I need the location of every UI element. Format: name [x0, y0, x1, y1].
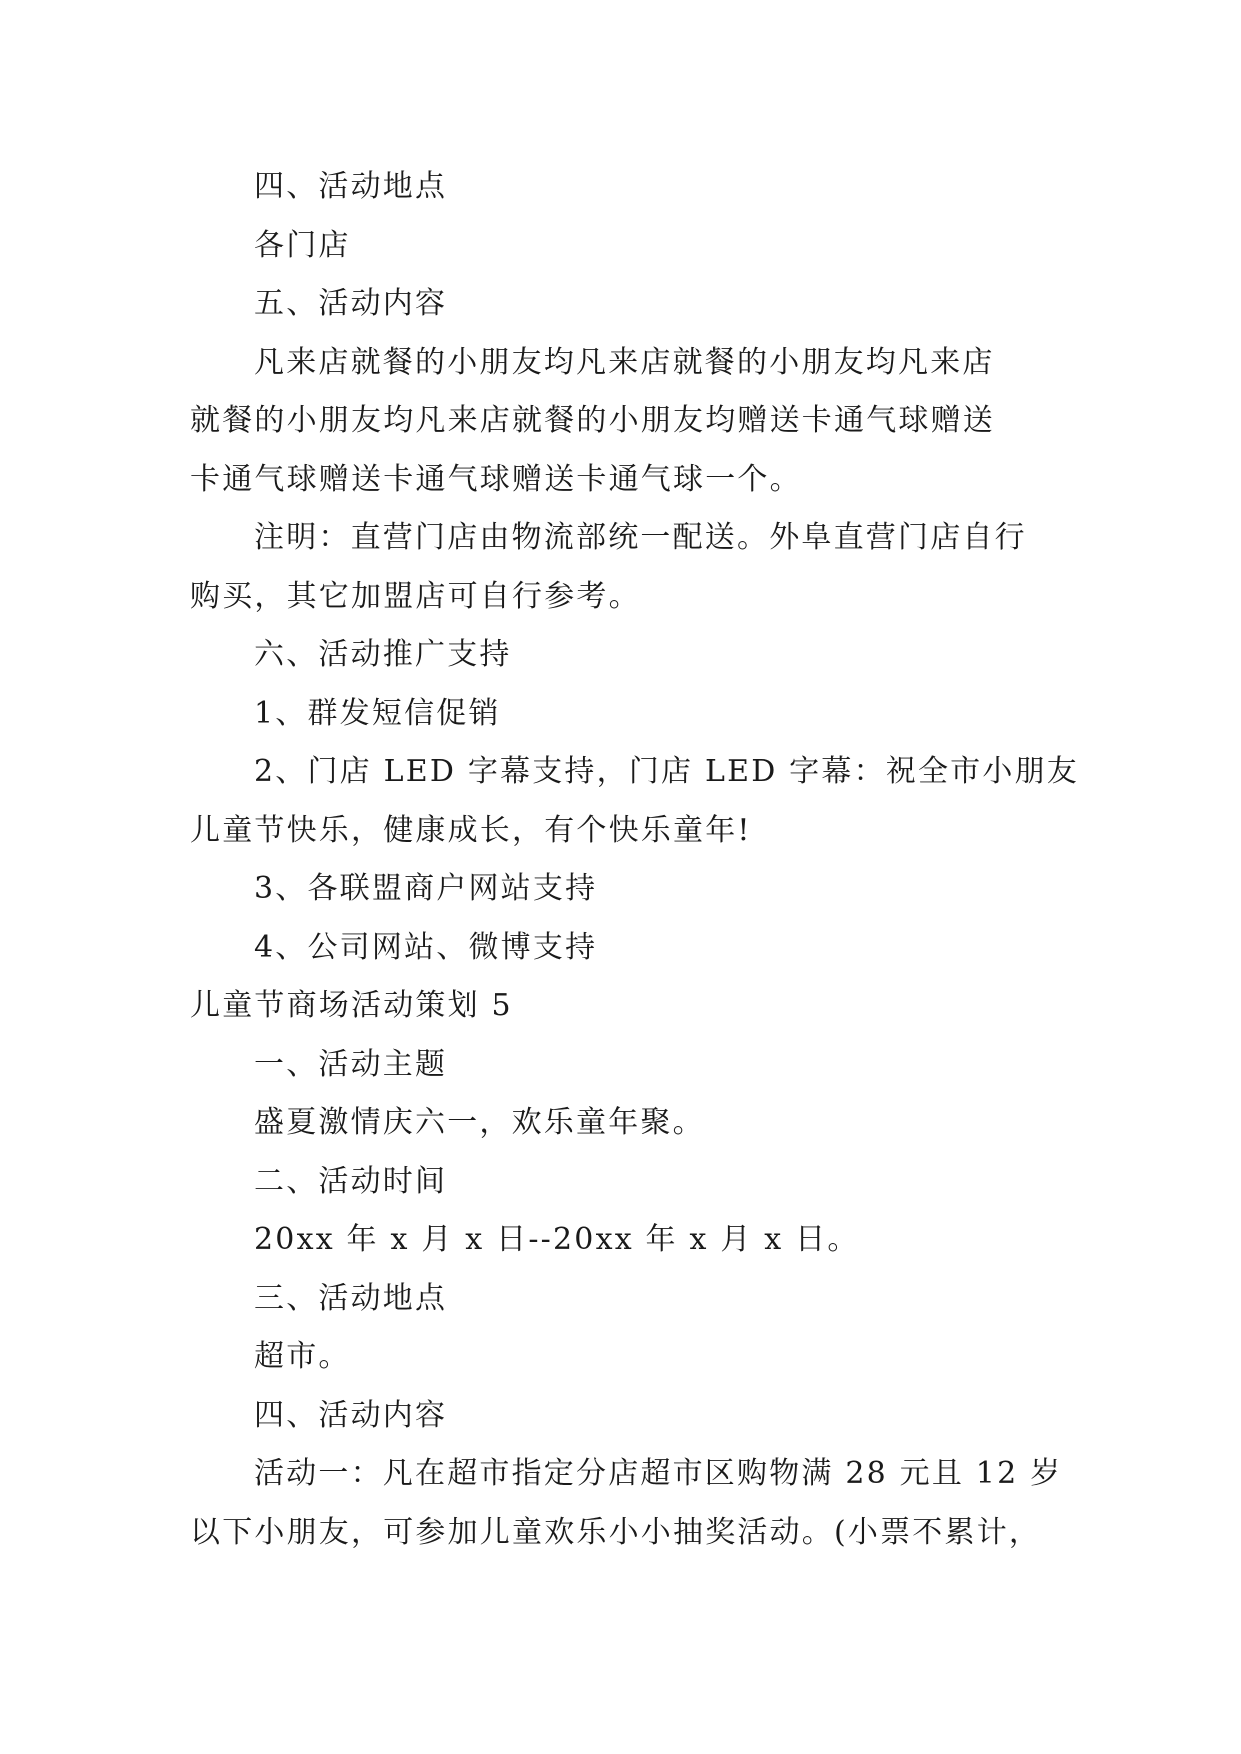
support-item-2-line-2: 儿童节快乐，健康成长，有个快乐童年! [190, 812, 752, 848]
heading-promotion-support: 六、活动推广支持 [254, 637, 512, 672]
heading-theme: 一、活动主题 [254, 1046, 448, 1082]
heading-content-2: 四、活动内容 [254, 1397, 448, 1433]
heading-content: 五、活动内容 [254, 286, 448, 321]
activity-one-line-2: 以下小朋友，可参加儿童欢乐小小抽奖活动。(小票不累计， [190, 1514, 1042, 1550]
content-paragraph-line-3: 卡通气球赠送卡通气球赠送卡通气球一个。 [190, 461, 802, 497]
document-body [190, 158, 1079, 1562]
support-item-1: 1、群发短信促销 [254, 695, 501, 731]
theme-text: 盛夏激情庆六一，欢乐童年聚。 [254, 1105, 705, 1140]
support-item-4: 4、公司网站、微博支持 [254, 929, 598, 965]
heading-location-2: 三、活动地点 [254, 1280, 448, 1316]
heading-location: 四、活动地点 [254, 169, 448, 204]
location-text: 各门店 [254, 227, 351, 263]
note-paragraph-line-1: 注明：直营门店由物流部统一配送。外阜直营门店自行 [254, 520, 1027, 555]
note-paragraph-line-2: 购买，其它加盟店可自行参考。 [190, 578, 641, 614]
content-paragraph-line-1: 凡来店就餐的小朋友均凡来店就餐的小朋友均凡来店 [254, 344, 995, 380]
heading-time: 二、活动时间 [254, 1163, 448, 1199]
time-text: 20xx 年 x 月 x 日--20xx 年 x 月 x 日。 [254, 1222, 860, 1257]
location-text-2: 超市。 [254, 1339, 351, 1374]
activity-one-line-1: 活动一：凡在超市指定分店超市区购物满 28 元且 12 岁 [254, 1456, 1063, 1491]
content-paragraph-line-2: 就餐的小朋友均凡来店就餐的小朋友均赠送卡通气球赠送 [190, 403, 995, 438]
support-item-3: 3、各联盟商户网站支持 [254, 871, 598, 906]
support-item-2-line-1: 2、门店 LED 字幕支持，门店 LED 字幕：祝全市小朋友 [254, 754, 1079, 789]
section-title: 儿童节商场活动策划 5 [190, 988, 513, 1023]
